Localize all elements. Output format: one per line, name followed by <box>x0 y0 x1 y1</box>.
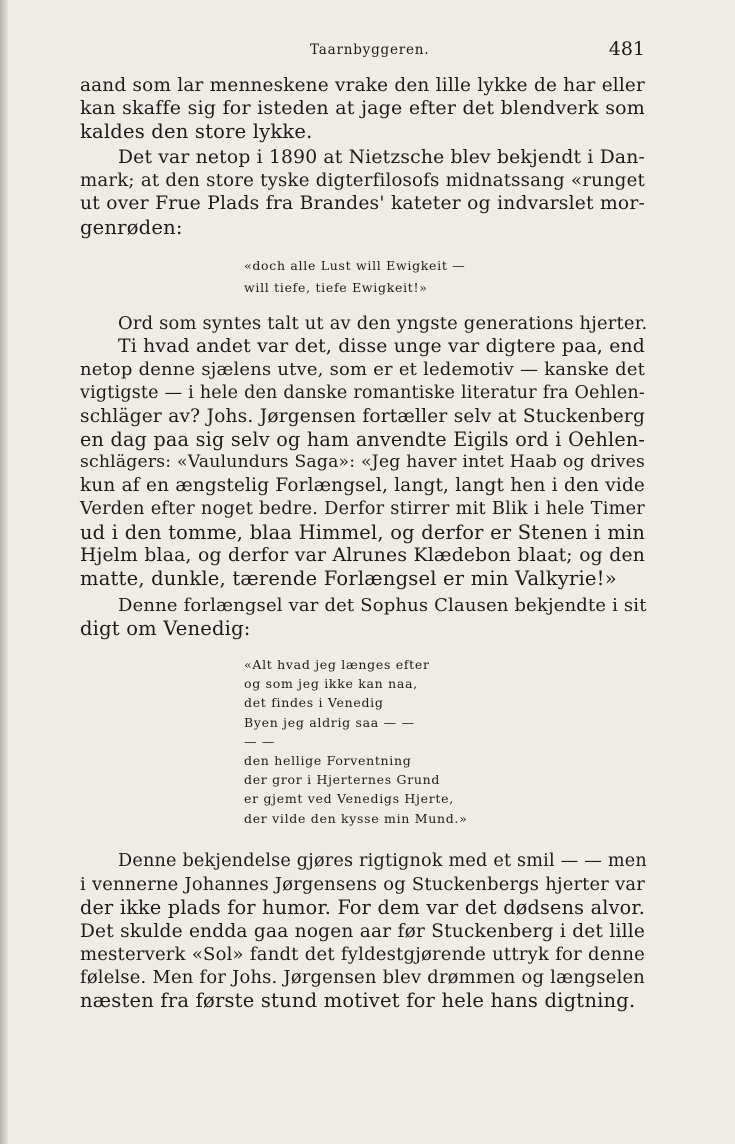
text-line: Denne bekjendelse gjøres rigtignok med et smil — — men <box>118 851 647 871</box>
text-line: aand som lar menneskene vrake den lille lykke de har eller <box>80 75 645 96</box>
page-number: 481 <box>608 38 645 60</box>
verse-line: der gror i Hjerternes Grund <box>244 772 441 788</box>
verse-line: «Alt hvad jeg længes efter <box>244 657 430 672</box>
paragraph-1 <box>80 74 645 144</box>
verse-line: Byen jeg aldrig saa — — <box>244 714 415 730</box>
text-line: næsten fra første stund motivet for hele hans digtning. <box>80 989 636 1013</box>
text-line: mark; at den store tyske digterfilosofs midnatssang «runget <box>80 170 645 192</box>
text-line: schlägers: «Vaulundurs Saga»: «Jeg haver intet Haab og drives <box>80 452 645 473</box>
text-line: netop denne sjælens utve, som er et ledemotiv — kanske det <box>80 359 645 381</box>
verse-line: will tiefe, tiefe Ewigkeit!» <box>244 280 428 295</box>
text-line: Det var netop i 1890 at Nietzsche blev bekjendt i Dan- <box>118 147 645 168</box>
text-line: mesterverk «Sol» fandt det fyldestgjørende uttryk for denne <box>80 943 645 965</box>
paragraph-5 <box>80 850 645 1012</box>
verse-line: det findes i Venedig <box>244 695 384 711</box>
text-line: en dag paa sig selv og ham anvendte Eigils ord i Oehlen- <box>80 428 645 452</box>
verse-line: er gjemt ved Venedigs Hjerte, <box>244 791 454 807</box>
verse-line: — — <box>244 733 276 749</box>
text-line: Hjelm blaa, og derfor var Alrunes Klædebon blaat; og den <box>80 545 645 567</box>
verse-line: «doch alle Lust will Ewigkeit — <box>244 258 466 273</box>
paragraph-4 <box>80 594 645 640</box>
text-line: kan skaffe sig for isteden at jage efter det blendverk som <box>80 97 645 120</box>
paragraph-3 <box>80 312 648 591</box>
text-line: vigtigste — i hele den danske romantiske literatur fra Oehlen- <box>80 382 645 403</box>
verse-line: den hellige Forventning <box>244 753 412 769</box>
text-line: ut over Frue Plads fra Brandes' kateter og indvarslet mor- <box>80 193 645 215</box>
verse-line: og som jeg ikke kan naa, <box>244 676 418 692</box>
text-line: følelse. Men for Johs. Jørgensen blev drømmen og længselen <box>80 967 645 989</box>
text-line: kun af en ængstelig Forlængsel, langt, langt hen i den vide <box>80 475 645 497</box>
verse-line: der vilde den kysse min Mund.» <box>244 810 468 826</box>
text-line: Det skulde endda gaa nogen aar før Stuckenberg i det lille <box>80 920 645 942</box>
text-line: kaldes den store lykke. <box>80 120 313 144</box>
text-line: ud i den tomme, blaa Himmel, og derfor er Stenen i min <box>80 520 645 544</box>
text-line: Ord som syntes talt ut av den yngste generations hjerter. <box>118 313 648 334</box>
text-line: i vennerne Johannes Jørgensens og Stuckenbergs hjerter var <box>80 874 645 896</box>
paragraph-2 <box>80 146 645 239</box>
text-line: schläger av? Johs. Jørgensen fortæller selv at Stuckenberg <box>80 405 645 427</box>
page-binding-edge <box>0 0 8 1144</box>
text-line: Verden efter noget bedre. Derfor stirrer mit Blik i hele Timer <box>80 498 645 519</box>
quote-clausen <box>244 655 584 828</box>
quote-nietzsche <box>244 255 584 299</box>
running-title: Taarnbyggeren. <box>310 42 430 58</box>
text-line: Ti hvad andet var det, disse unge var digtere paa, end <box>118 336 645 358</box>
text-line: Denne forlængsel var det Sophus Clausen bekjendte i sit <box>118 595 647 616</box>
text-line: der ikke plads for humor. For dem var det dødsens alvor. <box>80 896 645 920</box>
text-line: matte, dunkle, tærende Forlængsel er min Valkyrie!» <box>80 567 617 591</box>
text-line: genrøden: <box>80 215 183 239</box>
page-header <box>80 38 645 62</box>
text-line: digt om Venedig: <box>80 617 251 641</box>
